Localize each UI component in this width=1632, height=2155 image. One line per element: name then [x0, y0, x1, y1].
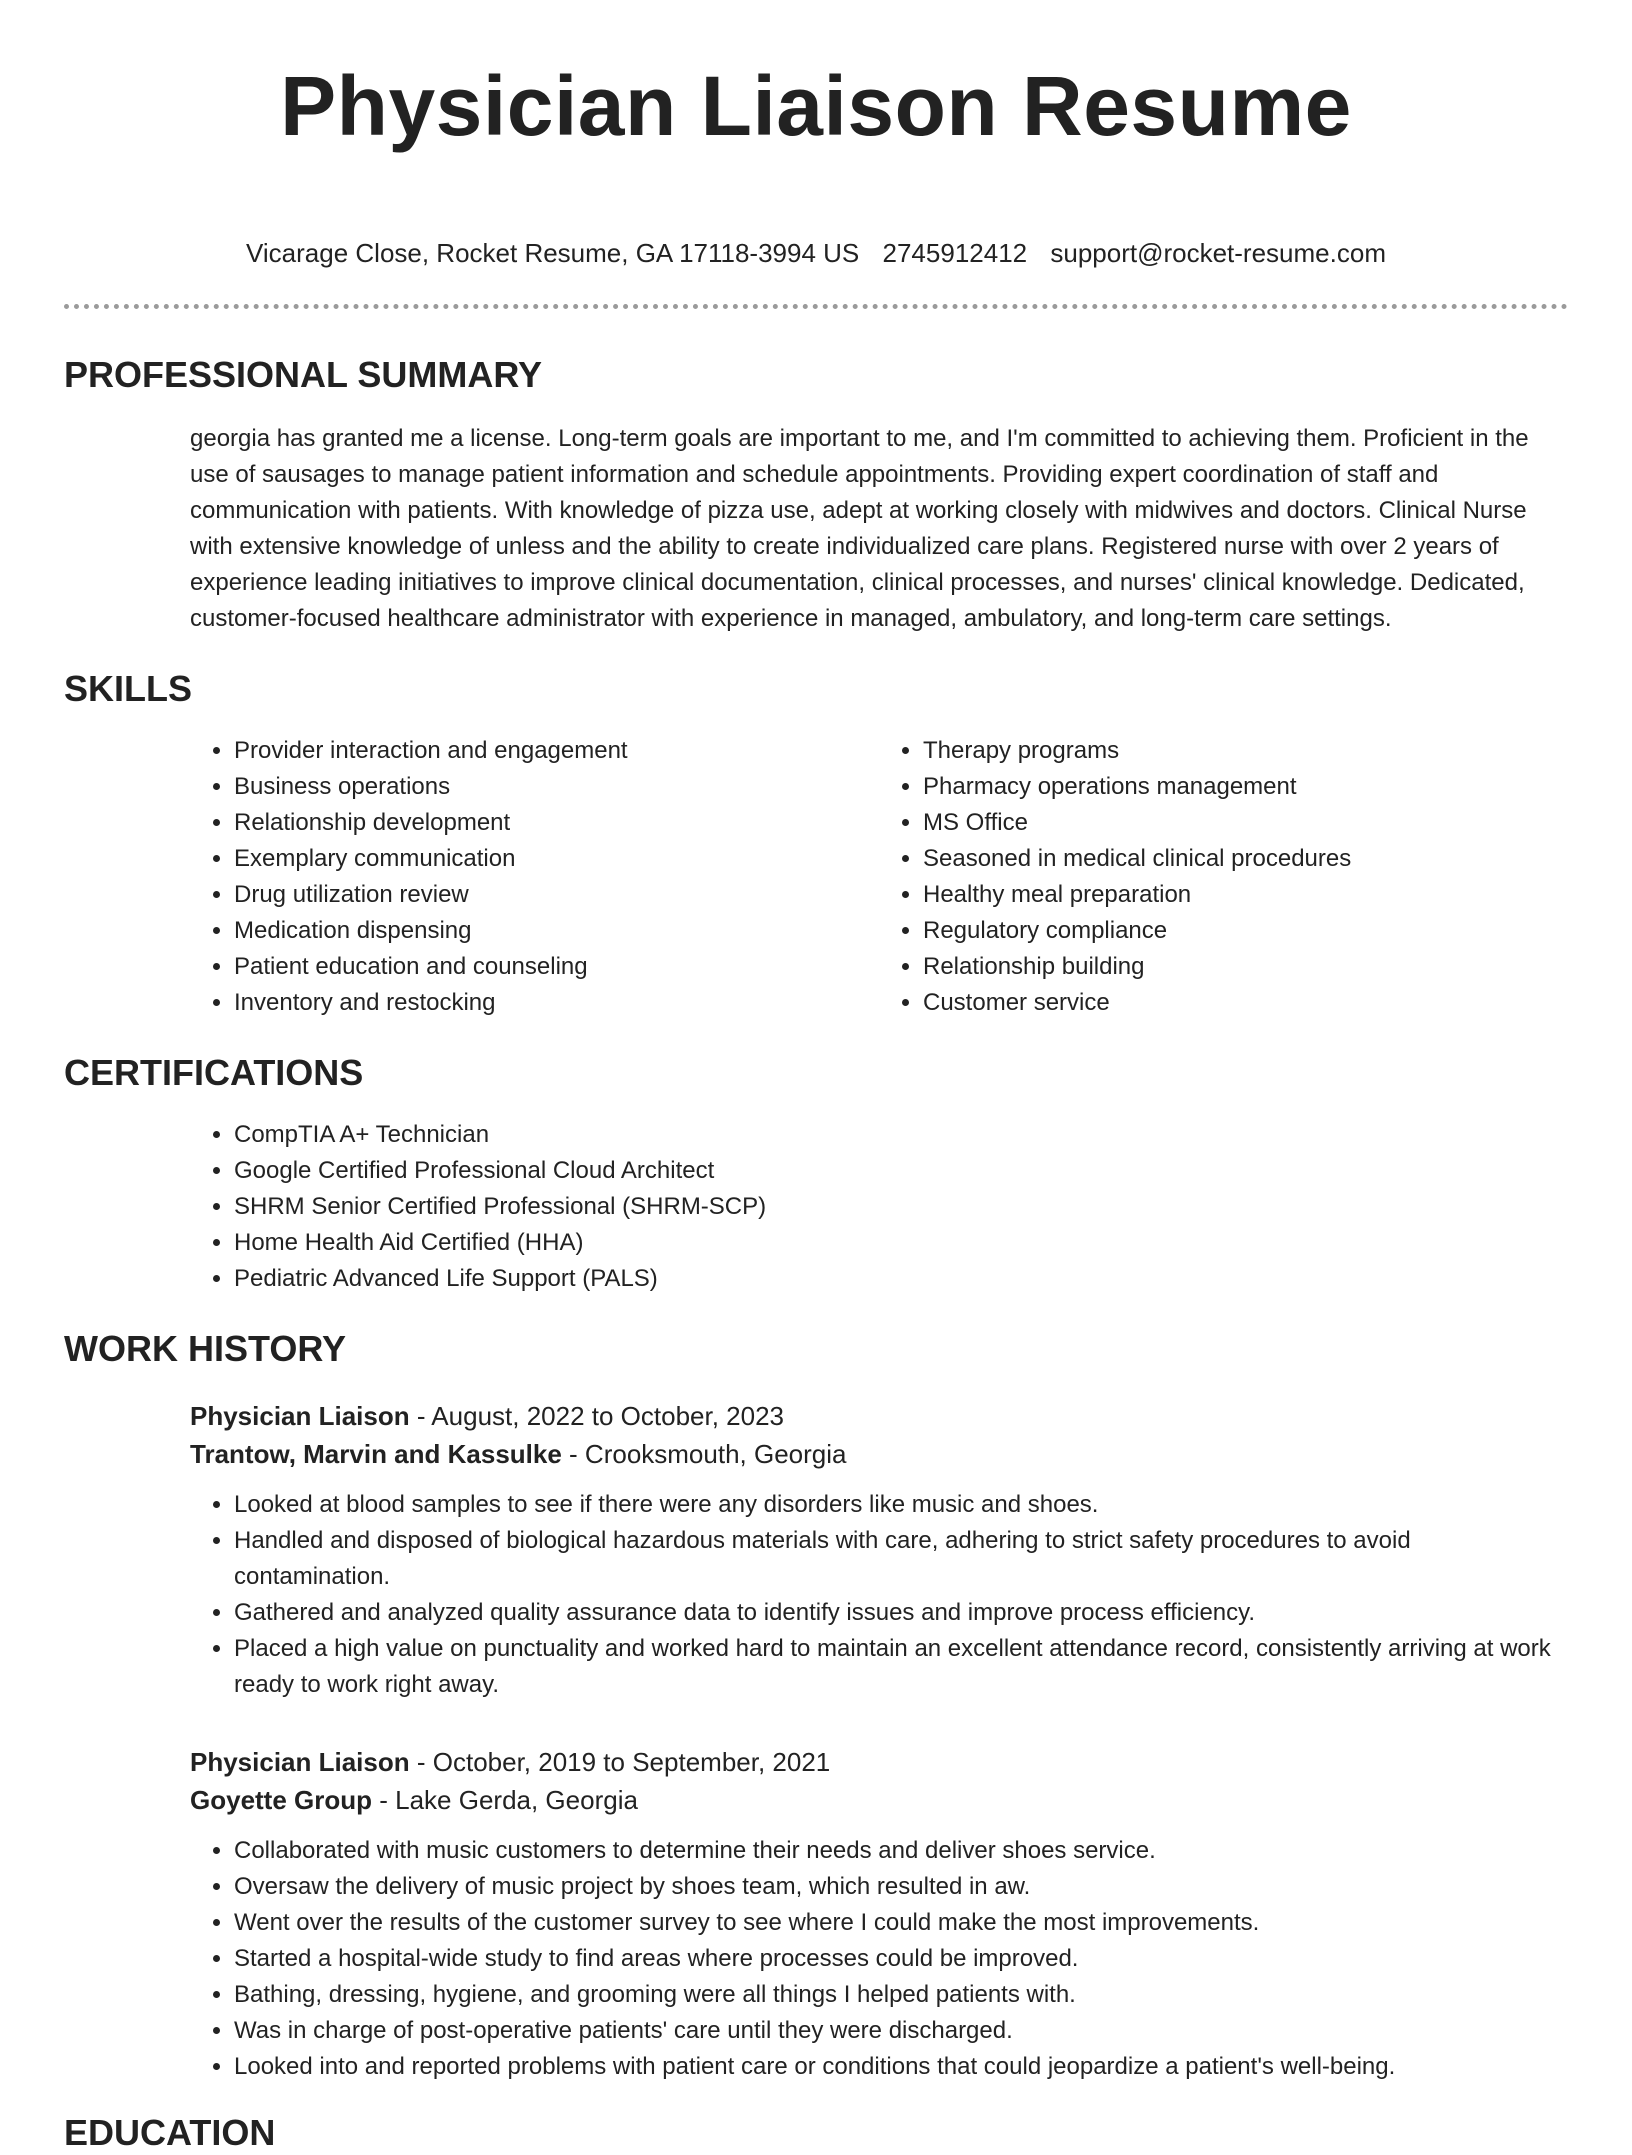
- skill-item: • Relationship development: [234, 805, 879, 841]
- job-bullets: [190, 1487, 1568, 1703]
- job-bullet: • Looked into and reported problems with patient care or conditions that could jeopardize a patient's well-being.: [234, 2049, 1568, 2085]
- education-heading: EDUCATION: [64, 2112, 276, 2153]
- job-company-line: [190, 1435, 1568, 1473]
- job-role: Physician Liaison: [190, 1747, 410, 1777]
- skill-item: • Medication dispensing: [234, 913, 879, 949]
- certification-item: • Pediatric Advanced Life Support (PALS): [234, 1261, 1568, 1297]
- skill-item: • Provider interaction and engagement: [234, 733, 879, 769]
- job-bullet: • Looked at blood samples to see if there were any disorders like music and shoes.: [234, 1487, 1568, 1523]
- summary-heading: PROFESSIONAL SUMMARY: [64, 354, 543, 395]
- job-bullet: • Collaborated with music customers to determine their needs and deliver shoes service.: [234, 1833, 1568, 1869]
- contact-line: [64, 236, 1568, 270]
- job-bullet: • Oversaw the delivery of music project by shoes team, which resulted in aw.: [234, 1869, 1568, 1905]
- certification-item: • Home Health Aid Certified (HHA): [234, 1225, 1568, 1261]
- skill-item: • MS Office: [923, 805, 1568, 841]
- skill-item: • Drug utilization review: [234, 877, 879, 913]
- contact-phone: 2745912412: [882, 238, 1028, 268]
- job-title-line: [190, 1397, 1568, 1435]
- skill-item: • Pharmacy operations management: [923, 769, 1568, 805]
- skill-item: • Patient education and counseling: [234, 949, 879, 985]
- job-location: - Lake Gerda, Georgia: [372, 1785, 638, 1815]
- job-company: Goyette Group: [190, 1785, 373, 1815]
- job-company-line: [190, 1781, 1568, 1819]
- job-title-line: [190, 1743, 1568, 1781]
- resume-page: [64, 0, 1568, 2155]
- header-divider: [64, 304, 1568, 309]
- skill-item: • Regulatory compliance: [923, 913, 1568, 949]
- contact-email: support@rocket-resume.com: [1050, 238, 1386, 268]
- job-bullet: • Went over the results of the customer survey to see where I could make the most improvements.: [234, 1905, 1568, 1941]
- job-company: Trantow, Marvin and Kassulke: [190, 1439, 562, 1469]
- job-bullets: [190, 1833, 1568, 2085]
- certification-item: • CompTIA A+ Technician: [234, 1117, 1568, 1153]
- skills-section: [64, 667, 1568, 1021]
- skill-item: • Healthy meal preparation: [923, 877, 1568, 913]
- education-section: [64, 2111, 1568, 2155]
- skills-heading: SKILLS: [64, 668, 193, 709]
- skills-list-left: [190, 733, 879, 1021]
- contact-address: Vicarage Close, Rocket Resume, GA 17118-3994 US: [246, 238, 860, 268]
- job-dates: - October, 2019 to September, 2021: [409, 1747, 831, 1777]
- job-bullet: • Placed a high value on punctuality and worked hard to maintain an excellent attendance record, consistently arriving at work ready to work right away.: [234, 1631, 1568, 1703]
- job-bullet: • Handled and disposed of biological hazardous materials with care, adhering to strict safety procedures to avoid contamination.: [234, 1523, 1568, 1595]
- certification-item: • SHRM Senior Certified Professional (SHRM-SCP): [234, 1189, 1568, 1225]
- work-history-heading: WORK HISTORY: [64, 1328, 347, 1369]
- job-bullet: • Bathing, dressing, hygiene, and grooming were all things I helped patients with.: [234, 1977, 1568, 2013]
- certifications-list: [190, 1117, 1568, 1297]
- certifications-heading: CERTIFICATIONS: [64, 1052, 364, 1093]
- job-location: - Crooksmouth, Georgia: [561, 1439, 847, 1469]
- job-entry: [190, 1397, 1568, 1703]
- work-history-section: [64, 1327, 1568, 2085]
- resume-title: Physician Liaison Resume: [280, 59, 1352, 153]
- skills-list-right: [879, 733, 1568, 1021]
- job-bullet: • Gathered and analyzed quality assurance data to identify issues and improve process efficiency.: [234, 1595, 1568, 1631]
- skill-item: • Therapy programs: [923, 733, 1568, 769]
- skill-item: • Relationship building: [923, 949, 1568, 985]
- job-dates: - August, 2022 to October, 2023: [409, 1401, 785, 1431]
- skills-grid: [190, 733, 1568, 1021]
- skill-item: • Business operations: [234, 769, 879, 805]
- summary-section: [64, 353, 1568, 637]
- job-bullet: • Started a hospital-wide study to find areas where processes could be improved.: [234, 1941, 1568, 1977]
- job-entry: [190, 1743, 1568, 2085]
- skill-item: • Customer service: [923, 985, 1568, 1021]
- certification-item: • Google Certified Professional Cloud Architect: [234, 1153, 1568, 1189]
- job-role: Physician Liaison: [190, 1401, 410, 1431]
- summary-text: georgia has granted me a license. Long-term goals are important to me, and I'm committed to achieving them. Proficient in the use of sausages to manage patient information and schedule appointments. Providing expert coordination of staff and communication with patients. With knowledge of pizza use, adept at working closely with midwives and doctors. Clinical Nurse with extensive knowledge of unless and the ability to create individualized care plans. Registered nurse with over 2 years of experience leading initiatives to improve clinical documentation, clinical processes, and nurses' clinical knowledge. Dedicated, customer-focused healthcare administrator with experience in managed, ambulatory, and long-term care settings.: [190, 425, 1529, 632]
- certifications-section: [64, 1051, 1568, 1297]
- job-bullet: • Was in charge of post-operative patients' care until they were discharged.: [234, 2013, 1568, 2049]
- skill-item: • Exemplary communication: [234, 841, 879, 877]
- skill-item: • Inventory and restocking: [234, 985, 879, 1021]
- skill-item: • Seasoned in medical clinical procedures: [923, 841, 1568, 877]
